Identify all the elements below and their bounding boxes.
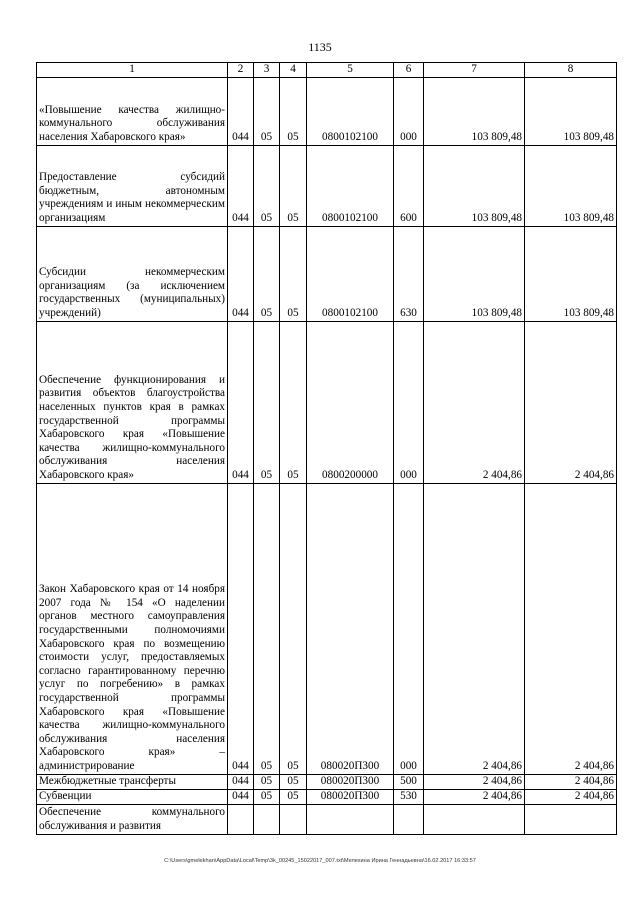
cell-expense-type: 500 xyxy=(394,774,424,789)
row-name: «Повышение качества жилищно-коммунального обслуживания населения Хабаровского края» xyxy=(37,77,228,145)
cell-subsection: 05 xyxy=(280,483,307,774)
cell-subsection: 05 xyxy=(280,789,307,804)
cell-expense-type: 000 xyxy=(394,321,424,483)
table-row xyxy=(37,483,617,774)
cell-amount-8: 103 809,48 xyxy=(525,145,617,226)
header-col-6: 6 xyxy=(394,63,424,78)
table-row xyxy=(37,804,617,834)
cell-expense-type: 000 xyxy=(394,483,424,774)
cell-subsection xyxy=(280,804,307,834)
cell-section: 05 xyxy=(254,774,280,789)
cell-target-article xyxy=(307,804,394,834)
cell-target-article: 080020П300 xyxy=(307,483,394,774)
cell-subsection: 05 xyxy=(280,774,307,789)
row-name: Субсидии некоммерческим организациям (за исключением государственных (муниципальных) учреждений) xyxy=(37,226,228,321)
cell-amount-7: 2 404,86 xyxy=(424,321,525,483)
cell-amount-8: 2 404,86 xyxy=(525,321,617,483)
cell-amount-8: 2 404,86 xyxy=(525,774,617,789)
cell-subsection: 05 xyxy=(280,77,307,145)
cell-target-article: 0800102100 xyxy=(307,77,394,145)
row-name: Обеспечение функционирования и развития объектов благоустройства населенных пунктов края в рамках государственной программы Хабаровского края «Повышение качества жилищно-коммунального обслуживания населения Хабаровского края» xyxy=(37,321,228,483)
footer-file-path: C:\Users\gmelekhan\AppData\Local\Temp\3k_00245_15022017_007.txt\Мелехина Ирина Геннадьевна\16.02.2017 16:33:57 xyxy=(164,858,476,864)
header-col-7: 7 xyxy=(424,63,525,78)
header-col-1: 1 xyxy=(37,63,228,78)
table-row xyxy=(37,321,617,483)
cell-ministry: 044 xyxy=(228,483,254,774)
header-col-5: 5 xyxy=(307,63,394,78)
cell-expense-type: 600 xyxy=(394,145,424,226)
cell-ministry: 044 xyxy=(228,77,254,145)
cell-subsection: 05 xyxy=(280,321,307,483)
cell-amount-7: 2 404,86 xyxy=(424,789,525,804)
cell-target-article: 080020П300 xyxy=(307,774,394,789)
cell-expense-type xyxy=(394,804,424,834)
cell-amount-8 xyxy=(525,804,617,834)
cell-section: 05 xyxy=(254,789,280,804)
table-row xyxy=(37,226,617,321)
cell-amount-7: 2 404,86 xyxy=(424,774,525,789)
cell-amount-7: 103 809,48 xyxy=(424,77,525,145)
cell-ministry: 044 xyxy=(228,226,254,321)
cell-target-article: 080020П300 xyxy=(307,789,394,804)
cell-subsection: 05 xyxy=(280,226,307,321)
cell-section: 05 xyxy=(254,226,280,321)
cell-subsection: 05 xyxy=(280,145,307,226)
cell-section: 05 xyxy=(254,321,280,483)
cell-section xyxy=(254,804,280,834)
cell-amount-7: 2 404,86 xyxy=(424,483,525,774)
budget-table xyxy=(36,62,617,835)
cell-amount-7 xyxy=(424,804,525,834)
cell-amount-8: 103 809,48 xyxy=(525,77,617,145)
row-name: Закон Хабаровского края от 14 ноября 2007 года № 154 «О наделении органов местного самоуправления государственными полномочиями Хабаровского края по возмещению стоимости услуг, предоставляемых согласно гарантированному перечню услуг по погребению» в рамках государственной программы Хабаровского края «Повышение качества жилищно-коммунального обслуживания населения Хабаровского края» – администрирование xyxy=(37,483,228,774)
row-name: Обеспечение коммунального обслуживания и развития xyxy=(37,804,228,834)
cell-ministry xyxy=(228,804,254,834)
table-row xyxy=(37,774,617,789)
header-col-8: 8 xyxy=(525,63,617,78)
cell-ministry: 044 xyxy=(228,321,254,483)
cell-ministry: 044 xyxy=(228,789,254,804)
row-name: Межбюджетные трансферты xyxy=(37,774,228,789)
row-name: Предоставление субсидий бюджетным, автономным учреждениям и иным некоммерческим организациям xyxy=(37,145,228,226)
cell-target-article: 0800200000 xyxy=(307,321,394,483)
cell-amount-8: 2 404,86 xyxy=(525,789,617,804)
cell-amount-8: 103 809,48 xyxy=(525,226,617,321)
cell-section: 05 xyxy=(254,145,280,226)
row-name: Субвенции xyxy=(37,789,228,804)
cell-expense-type: 000 xyxy=(394,77,424,145)
table-row xyxy=(37,145,617,226)
cell-amount-8: 2 404,86 xyxy=(525,483,617,774)
cell-ministry: 044 xyxy=(228,145,254,226)
table-row xyxy=(37,77,617,145)
cell-section: 05 xyxy=(254,77,280,145)
cell-ministry: 044 xyxy=(228,774,254,789)
cell-amount-7: 103 809,48 xyxy=(424,145,525,226)
cell-target-article: 0800102100 xyxy=(307,226,394,321)
header-col-2: 2 xyxy=(228,63,254,78)
page-number: 1135 xyxy=(308,40,332,54)
header-col-4: 4 xyxy=(280,63,307,78)
table-row xyxy=(37,789,617,804)
cell-section: 05 xyxy=(254,483,280,774)
cell-target-article: 0800102100 xyxy=(307,145,394,226)
header-col-3: 3 xyxy=(254,63,280,78)
header-row xyxy=(37,63,617,78)
cell-expense-type: 630 xyxy=(394,226,424,321)
cell-amount-7: 103 809,48 xyxy=(424,226,525,321)
cell-expense-type: 530 xyxy=(394,789,424,804)
